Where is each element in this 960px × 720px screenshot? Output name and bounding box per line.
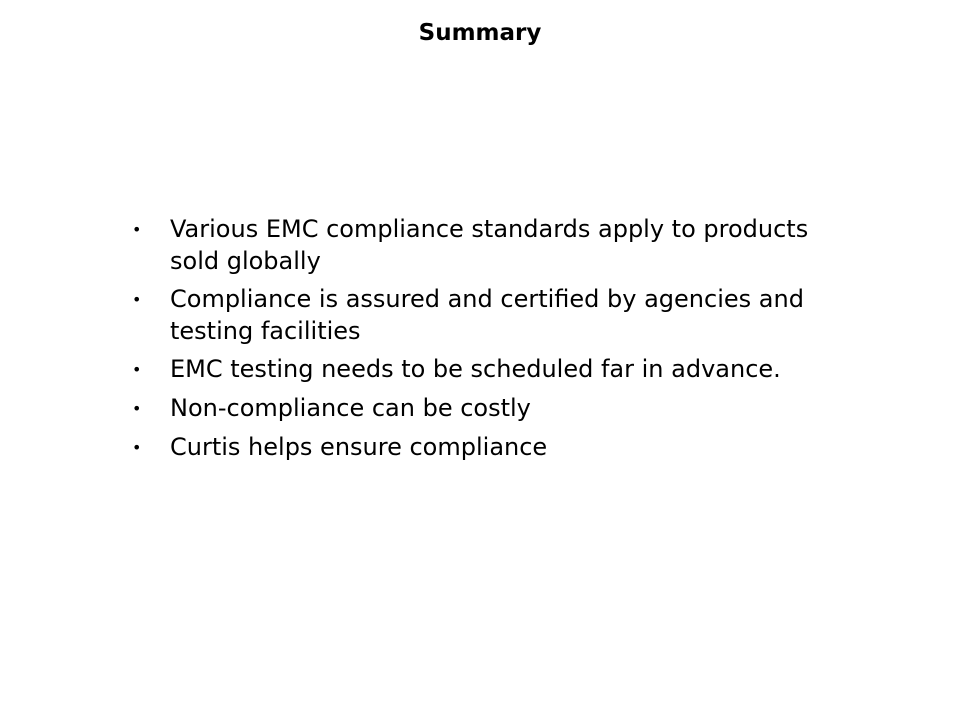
list-item [132,213,832,277]
bullet-text: Compliance is assured and certified by agencies and testing facilities [170,285,804,345]
bullet-icon: • [132,360,142,379]
bullet-list [132,213,832,470]
bullet-text: Non-compliance can be costly [170,394,531,422]
bullet-text: Various EMC compliance standards apply to products sold globally [170,215,809,275]
bullet-text: EMC testing needs to be scheduled far in advance. [170,355,781,383]
bullet-icon: • [132,290,142,309]
list-item [132,353,832,386]
bullet-icon: • [132,220,142,239]
list-item [132,392,832,425]
list-item [132,431,832,464]
bullet-text: Curtis helps ensure compliance [170,433,548,461]
bullet-icon: • [132,399,142,418]
slide-title: Summary [418,20,542,46]
bullet-icon: • [132,438,142,457]
list-item [132,283,832,347]
